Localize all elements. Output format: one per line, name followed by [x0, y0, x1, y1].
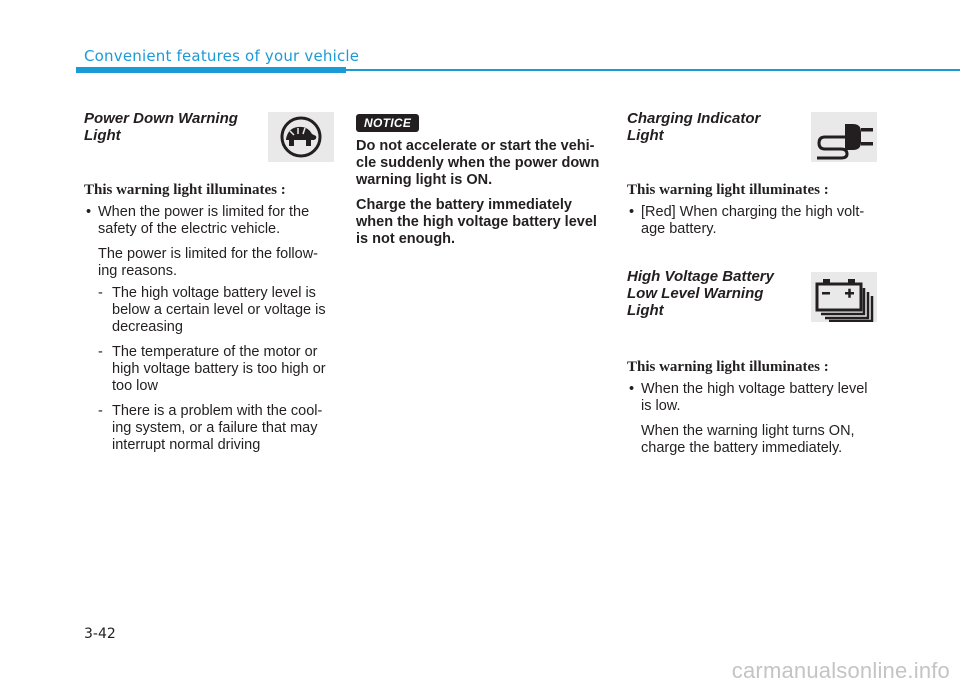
- notice-badge: NOTICE: [356, 114, 419, 132]
- battery-low-icon: [811, 272, 877, 322]
- notice-paragraph: Charge the battery immediately when the high voltage battery level is not enough.: [356, 197, 597, 247]
- battery-bullet: • When the high voltage battery level is low.: [627, 381, 877, 415]
- charging-bullet: • [Red] When charging the high volt- age battery.: [627, 204, 877, 238]
- reason-item: - There is a problem with the cool- ing system, or a failure that may interrupt normal driving: [98, 403, 323, 453]
- reason-item: - The high voltage battery level is below a certain level or voltage is decreasing: [98, 285, 326, 335]
- battery-heading: High Voltage Battery Low Level Warning Light: [627, 268, 774, 319]
- header-rule: [346, 69, 960, 71]
- notice-section: [356, 114, 606, 248]
- charging-lead: This warning light illuminates :: [627, 182, 829, 198]
- header-accent-bar: [76, 67, 346, 73]
- reason-item: - The temperature of the motor or high voltage battery is too high or too low: [98, 344, 326, 394]
- page-number: 3-42: [84, 626, 116, 642]
- watermark: carmanualsonline.info: [731, 658, 950, 683]
- power-down-bullet: • When the power is limited for the safety of the electric vehicle.: [84, 204, 334, 238]
- notice-paragraph: Do not accelerate or start the vehi- cle suddenly when the power down warning light is ON.: [356, 138, 600, 188]
- charging-plug-icon: [811, 112, 877, 162]
- section-title: Convenient features of your vehicle: [84, 47, 360, 65]
- power-down-heading: Power Down Warning Light: [84, 110, 238, 144]
- power-down-para: The power is limited for the follow- ing reasons.: [98, 246, 318, 279]
- power-down-lead: This warning light illuminates :: [84, 182, 286, 198]
- battery-para: When the warning light turns ON, charge the battery immediately.: [641, 423, 855, 456]
- battery-lead: This warning light illuminates :: [627, 359, 829, 375]
- charging-heading: Charging Indicator Light: [627, 110, 761, 144]
- turtle-warning-icon: [268, 112, 334, 162]
